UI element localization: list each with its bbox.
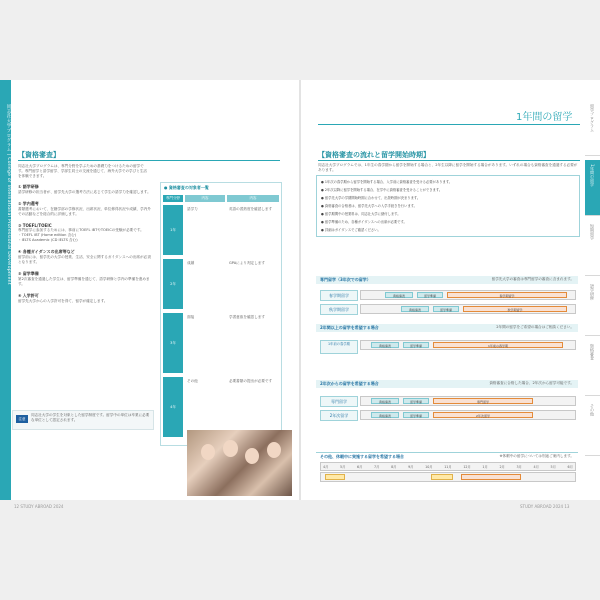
item-3-bullet-1: ・TOEFL iBT (Home edition 含む) [18,233,77,237]
timeline-segment: 1年前の春学期 [433,342,563,348]
table-cell: 面接 [187,315,195,319]
left-items [18,184,153,304]
photo-face [201,444,215,460]
band-two-years-note: 2年間の留学をご希望の場合はご相談ください。 [496,325,574,329]
item-1-label: ① 語学研修 [18,184,39,189]
month-labels [323,464,573,470]
page-gutter [299,80,301,500]
month-label: 6月 [357,465,363,469]
left-section-title: 【資格審査】 [18,151,60,159]
item-4 [18,249,153,265]
month-label: 1月 [482,465,488,469]
band-two-years [316,324,578,332]
timeline-segment [461,474,521,480]
timeline-segment: 2年次留学 [433,412,533,418]
item-1 [18,184,153,195]
month-label: 4月 [533,465,539,469]
item-2-text: 書類選考において、在籍学部の学修状況、出席状況、単位修得状況や成績、学内外での活動などを総合的に評価します。 [18,207,151,216]
info-row-3: ● 留学先大学の学期開始時期に合わせて、出発時期が決まります。 [321,196,421,200]
chapter-tab-1[interactable] [585,100,600,156]
band-senmon [316,276,578,284]
right-intro: 同志社大学プログラムでは、1年生の春学期から留学を開始する場合と、2年生以降に留学を開始する場合があります。いずれの場合も資格審査を通過する必要があります。 [318,163,578,172]
month-label: 8月 [391,465,397,469]
item-3-label: ③ TOEFL/TOEIC [18,223,52,228]
info-row-4: ● 資格審査の合格者は、留学先大学への入学手続きを行います。 [321,204,417,208]
table-header-2: 内容 [185,195,225,202]
note-badge: 注意 [16,415,28,423]
row-label: 2年次留学 [320,410,358,421]
item-5-label: ⑤ 留学準備 [18,271,39,276]
band-vacation-title: その他、休暇中に実施する留学を希望する場合 [320,454,404,459]
chapter-tabs [585,80,600,500]
table-cell: 成績 [187,261,195,265]
right-folio: STUDY ABROAD 2024 13 [520,504,570,509]
row-label: 春学期留学 [320,290,358,301]
timeline [360,304,576,314]
eligibility-table [160,182,282,446]
left-folio: 12 STUDY ABROAD 2024 [14,504,64,509]
timeline [360,290,576,300]
month-label: 5月 [340,465,346,469]
timeline [360,396,576,406]
right-section-rule [318,160,580,161]
tab-label: その他 [590,404,595,416]
left-band-text: 同志社大学プログラム | College of International Professional Development [6,104,11,285]
item-6 [18,293,153,304]
band-senmon-note: 留学先大学の審査は専門留学の審査に含まれます。 [491,277,574,281]
info-row-1: ● 1年次の春学期から留学を開始する場合、入学前に資格審査を受ける必要があります。 [321,180,453,184]
timeline-segment [325,474,345,480]
tab-label: 留学プログラム [590,104,595,132]
timeline-segment: 専門留学 [433,398,533,404]
left-section-rule [18,160,280,161]
item-1-text: 語学研修の担当者が、留学先大学の選考方法に応じて学生の語学力を確認します。 [18,190,151,194]
info-row-5: ● 留学期間中の授業料は、同志社大学に納付します。 [321,212,401,216]
info-row-7: ● 詳細はガイダンスでご確認ください。 [321,228,381,232]
table-cell: 必要書類の提出が必要です [229,379,273,383]
tab-label: 短期留学 [590,224,595,240]
tab-label: 語学研修 [590,284,595,300]
chapter-tab-4[interactable] [585,280,600,336]
timeline-segment: 資格審査 [371,398,399,404]
timeline [360,410,576,420]
item-2 [18,201,153,217]
band-second-year [316,380,578,388]
table-row-year: 3年 [163,313,183,373]
band-vacation-note: ※休暇中の留学については別途ご案内します。 [499,454,574,458]
right-section-title: 【資格審査の流れと留学開始時期】 [318,151,430,159]
timeline [360,340,576,350]
note-text: 同志社大学の学生を対象とした留学制度です。留学中の単位は卒業に必要な単位として認定されます。 [31,413,150,422]
timeline-segment: 留学準備 [433,306,459,312]
info-row-2: ● 2年次以降に留学を開始する場合、在学中に資格審査を受けることができます。 [321,188,443,192]
row-label: 専門留学 [320,396,358,407]
item-3-text: 専門留学に参加するためには、事前にTOEFL iBTやTOEICの受験が必要です。 [18,228,144,232]
row-label: 秋学期留学 [320,304,358,315]
item-5-text: 第2次審査を通過した学生は、留学準備を通じて、語学研修と学内の準備を進めます。 [18,277,150,286]
row-label: 1年前の春学期 [320,340,358,354]
band-second-year-note: 資格審査に合格した場合、2年次から留学可能です。 [489,381,574,385]
tab-label: 資格審査 [590,344,595,360]
band-two-years-title: 2年間以上の留学を希望する場合 [320,325,379,330]
month-label: 12月 [463,465,471,469]
month-label: 2月 [499,465,505,469]
band-second-year-title: 2年次からの留学を希望する場合 [320,381,379,386]
timeline-segment: 留学準備 [403,398,429,404]
note-box [12,410,154,430]
chapter-tab-2[interactable] [585,160,600,216]
table-cell: 英語の習熟度を確認します [229,207,273,211]
timeline-segment: 留学準備 [417,292,443,298]
info-row-6: ● 留学準備のため、各種ガイダンスへの出席が必要です。 [321,220,407,224]
band-senmon-title: 専門留学（3年次での留学） [320,277,371,282]
month-header [320,462,576,471]
info-box [316,175,580,237]
item-3-bullet-2: ・IELTS Academic (CD IELTS 含む) [18,238,78,242]
table-cell: 語学力 [187,207,198,211]
table-cell: その他 [187,379,198,383]
photo-face [267,442,281,458]
timeline-segment: 資格審査 [371,412,399,418]
table-header-3: 内容 [227,195,279,202]
table-row-year: 2年 [163,259,183,309]
month-label: 10月 [425,465,433,469]
table-row-year: 1年 [163,205,183,255]
item-5 [18,271,153,287]
students-photo [187,430,292,496]
right-title-rule [318,124,580,125]
band-vacation [316,452,578,461]
left-intro: 同志社大学プログラムは、専門分野を学ぶための基礎力をつけるための留学です。専門留学と語学留学、学部生同士の交流を通じて、海外大学での学びと生活を体験できます。 [18,164,148,178]
month-label: 11月 [444,465,452,469]
photo-face [245,448,259,464]
item-6-label: ⑥ 入学許可 [18,293,39,298]
chapter-tab-6[interactable] [585,400,600,456]
month-label: 5月 [550,465,556,469]
month-label: 3月 [516,465,522,469]
table-cell: 学習意欲を確認します [229,315,265,319]
item-2-label: ② 学内選考 [18,201,39,206]
item-4-label: ④ 各種ガイダンスの出席等など [18,249,75,254]
photo-face [223,440,238,457]
vacation-timeline [320,472,576,482]
table-title: ● 資格審査の対象者一覧 [164,185,209,190]
table-row-year: 4年 [163,377,183,437]
timeline-segment: 秋学期留学 [463,306,567,312]
timeline-segment: 資格審査 [371,342,399,348]
tab-label: 1年間の留学 [590,164,595,187]
month-label: 4月 [323,465,329,469]
item-4-text: 留学前には、留学先の大学の授業、生活、安全に関するガイダンスへの出席が必須となります。 [18,255,151,264]
month-label: 9月 [408,465,414,469]
table-header-1: 専門分野 [163,195,183,202]
timeline-segment [431,474,453,480]
right-page-title: 1年間の留学 [516,112,573,123]
month-label: 6月 [567,465,573,469]
timeline-segment: 資格審査 [401,306,429,312]
item-3 [18,223,153,243]
timeline-segment: 春学期留学 [447,292,567,298]
timeline-segment: 資格審査 [385,292,413,298]
timeline-segment: 留学準備 [403,342,429,348]
chapter-tab-3[interactable] [585,220,600,276]
chapter-tab-5[interactable] [585,340,600,396]
month-label: 7月 [374,465,380,469]
item-6-text: 留学先大学からの入学許可を得て、留学が確定します。 [18,299,108,303]
table-cell: GPAにより判定します [229,261,265,265]
timeline-segment: 留学準備 [403,412,429,418]
